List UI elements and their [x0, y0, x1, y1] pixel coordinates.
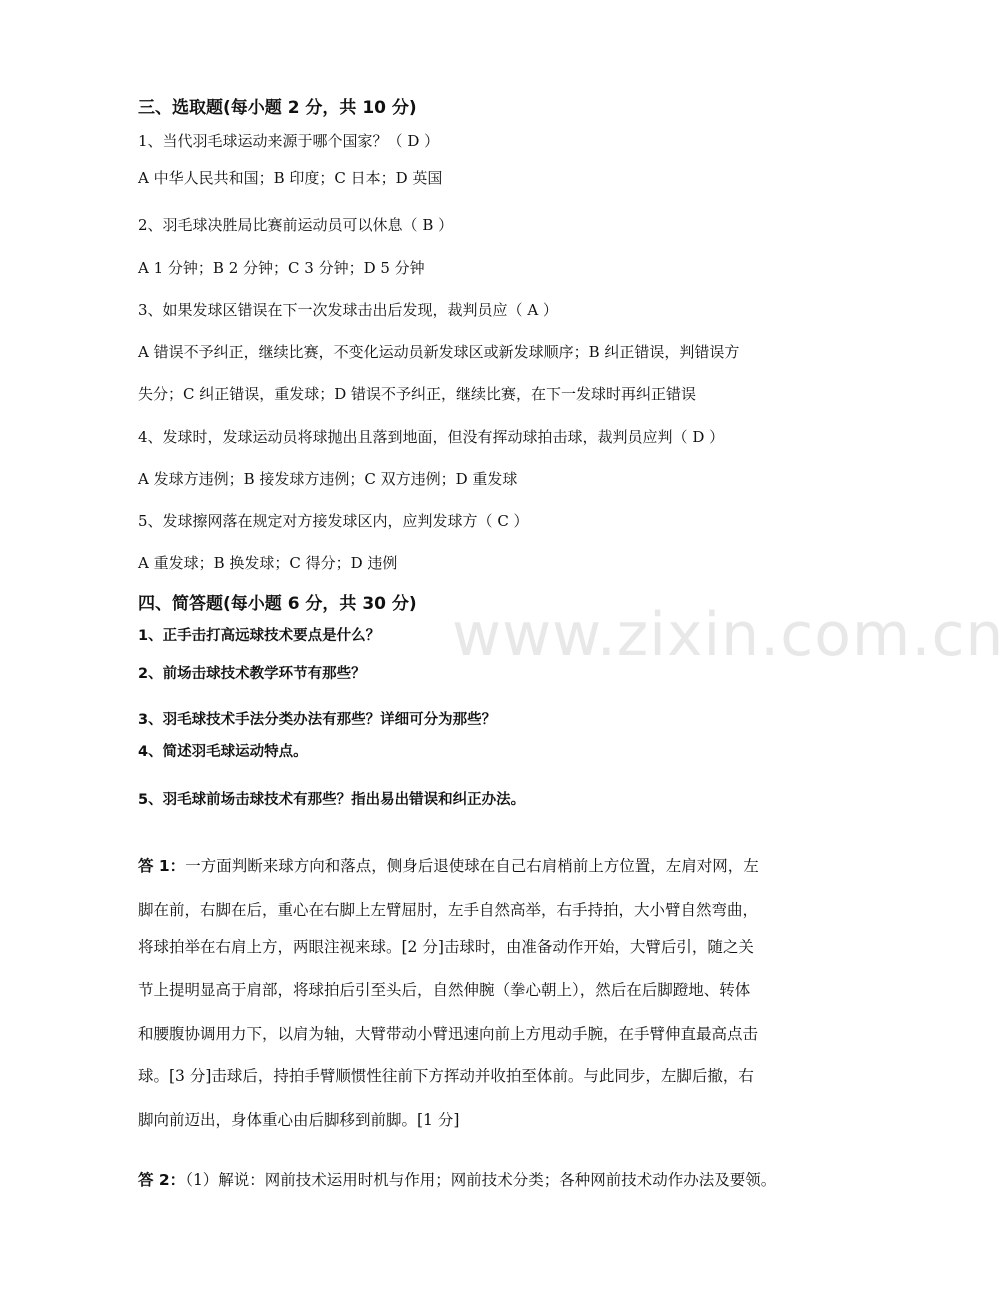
- question-5-options: A 重发球；B 换发球；C 得分；D 违例: [138, 554, 398, 572]
- answer-1-line-6: 球。[3 分]击球后，持拍手臂顺惯性往前下方挥动并收拍至体前。与此同步，左脚后撤，右: [138, 1067, 754, 1085]
- section-4-title: 四、简答题(每小题 6 分，共 30 分): [138, 594, 417, 614]
- short-question-5: 5、羽毛球前场击球技术有那些？指出易出错误和纠正办法。: [138, 792, 526, 808]
- short-question-1: 1、正手击打高远球技术要点是什么？: [138, 628, 381, 644]
- question-5: 5、发球擦网落在规定对方接发球区内，应判发球方（ C ）: [138, 512, 529, 530]
- question-1: 1、当代羽毛球运动来源于哪个国家？（ D ）: [138, 132, 440, 150]
- answer-1-line-5: 和腰腹协调用力下，以肩为轴，大臂带动小臂迅速向前上方甩动手腕，在手臂伸直最高点击: [138, 1025, 759, 1043]
- watermark-text: www.zixin.com.cn: [452, 600, 1004, 670]
- answer-1-line-1: 答 1：一方面判断来球方向和落点，侧身后退使球在自己右肩梢前上方位置，左肩对网，左: [138, 857, 759, 875]
- section-3-title: 三、选取题(每小题 2 分，共 10 分): [138, 98, 417, 118]
- answer-2-label: 答 2：: [138, 1171, 186, 1189]
- question-1-options: A 中华人民共和国；B 印度；C 日本；D 英国: [138, 169, 443, 187]
- answer-2-line-1: 答 2：（1）解说：网前技术运用时机与作用；网前技术分类；各种网前技术动作办法及要领。: [138, 1171, 777, 1189]
- short-question-2: 2、前场击球技术教学环节有那些？: [138, 666, 366, 682]
- answer-1-line-2: 脚在前，右脚在后，重心在右脚上左臂屈肘，左手自然高举，右手持拍，大小臂自然弯曲，: [138, 901, 759, 919]
- question-4-options: A 发球方违例；B 接发球方违例；C 双方违例；D 重发球: [138, 470, 518, 488]
- question-3-options-line-2: 失分；C 纠正错误，重发球；D 错误不予纠正，继续比赛，在下一发球时再纠正错误: [138, 385, 697, 403]
- short-question-3: 3、羽毛球技术手法分类办法有那些？详细可分为那些？: [138, 712, 497, 728]
- short-question-4: 4、简述羽毛球运动特点。: [138, 744, 308, 760]
- answer-1-line-3: 将球拍举在右肩上方，两眼注视来球。[2 分]击球时，由准备动作开始，大臂后引，随之关: [138, 938, 754, 956]
- question-4: 4、发球时，发球运动员将球抛出且落到地面，但没有挥动球拍击球，裁判员应判（ D ）: [138, 428, 725, 446]
- answer-1-label: 答 1：: [138, 857, 186, 875]
- question-2: 2、羽毛球决胜局比赛前运动员可以休息（ B ）: [138, 216, 454, 234]
- answer-1-line-4: 节上提明显高于肩部，将球拍后引至头后，自然伸腕（拳心朝上），然后在后脚蹬地、转体: [138, 981, 751, 999]
- question-3-options-line-1: A 错误不予纠正，继续比赛，不变化运动员新发球区或新发球顺序；B 纠正错误，判错误方: [138, 343, 740, 361]
- question-3: 3、如果发球区错误在下一次发球击出后发现，裁判员应（ A ）: [138, 301, 558, 319]
- answer-1-line-7: 脚向前迈出，身体重心由后脚移到前脚。[1 分]: [138, 1111, 460, 1129]
- question-2-options: A 1 分钟；B 2 分钟；C 3 分钟；D 5 分钟: [138, 259, 425, 277]
